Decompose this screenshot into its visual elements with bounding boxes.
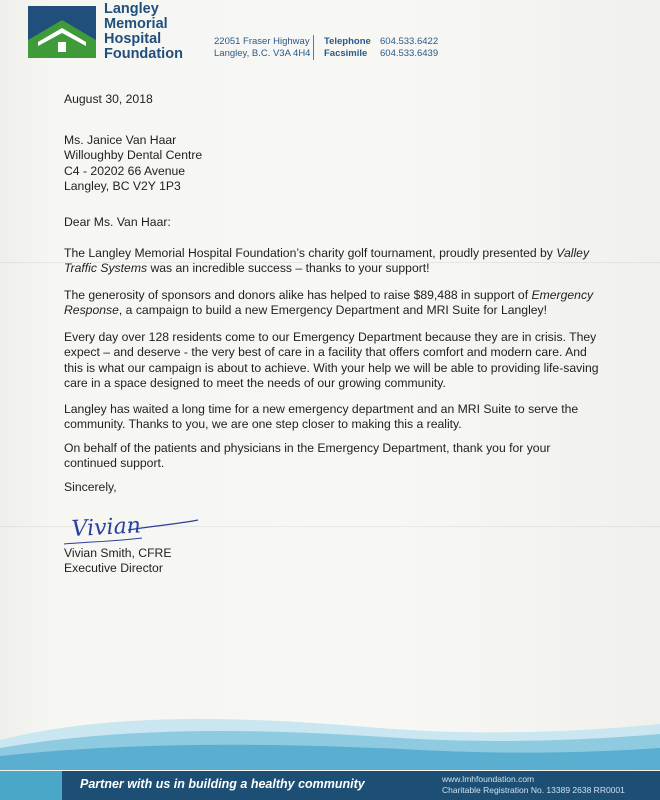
footer-accent [0,771,62,800]
recipient-line: C4 - 20202 66 Avenue [64,163,186,178]
mailing-address [214,36,310,60]
closing: Sincerely, [64,480,117,494]
signer-block [64,546,171,577]
paragraph-5: On behalf of the patients and physicians in the Emergency Department, thank you for your continued support. [64,441,551,471]
address-street: 22051 Fraser Highway [214,36,310,47]
recipient-line: Langley, BC V2Y 1P3 [64,179,181,194]
footer-bar [62,771,660,800]
foundation-logo-icon [28,6,96,58]
footer-info [442,774,625,796]
sponsor-name: Valley Traffic Systems [64,246,590,276]
paragraph-3: Every day over 128 residents come to our Emergency Department because they are in crisis. They expect – and deserve - the very best of care in a facility that offers comfort and modern care. And this is what our campaign is about to achieve. With your help we will be able to providing life-saving care in a space designed to meet the needs of our growing community. [64,330,599,391]
org-name-line: Memorial [104,16,168,32]
footer-charity-registration: Charitable Registration No. 13389 2638 RR0001 [442,785,625,795]
address-city: Langley, B.C. V3A 4H4 [214,48,311,59]
recipient-line: Willoughby Dental Centre [64,148,203,163]
signature-text: Vivian [71,513,142,542]
contact-numbers [324,36,438,60]
handwritten-signature [58,508,208,550]
footer-wave-graphic [0,710,660,770]
organization-name [104,2,183,62]
letter-date: August 30, 2018 [64,92,153,106]
paragraph-text: The generosity of sponsors and donors alike has helped to raise $89,488 in support of [64,288,532,302]
letterhead-divider [313,35,314,60]
recipient-address [64,133,202,195]
signer-name: Vivian Smith, CFRE [64,546,172,560]
paragraph-text: was an incredible success – thanks to your support! [147,261,430,276]
paragraph-text: , a campaign to build a new Emergency Department and MRI Suite for Langley! [118,303,548,318]
footer-website: www.lmhfoundation.com [442,774,535,784]
paragraph-2 [64,288,604,319]
campaign-name: Emergency Response [64,288,594,318]
facsimile-label: Facsimile [324,48,368,59]
facsimile-value: 604.533.6439 [380,48,439,59]
salutation: Dear Ms. Van Haar: [64,215,171,229]
org-name-line: Foundation [104,46,183,62]
paragraph-4: Langley has waited a long time for a new emergency department and an MRI Suite to serve the community. Thanks to you, we are one step closer to making this a reality. [64,402,579,432]
footer-tagline: Partner with us in building a healthy community [80,777,365,791]
org-name-line: Hospital [104,31,162,47]
signer-title: Executive Director [64,561,163,576]
recipient-line: Ms. Janice Van Haar [64,133,177,147]
paragraph-1 [64,246,604,277]
telephone-label: Telephone [324,36,371,47]
telephone-value: 604.533.6422 [380,36,439,47]
paragraph-text: The Langley Memorial Hospital Foundation’s charity golf tournament, proudly presented by [64,246,557,260]
org-name-line: Langley [104,1,159,17]
